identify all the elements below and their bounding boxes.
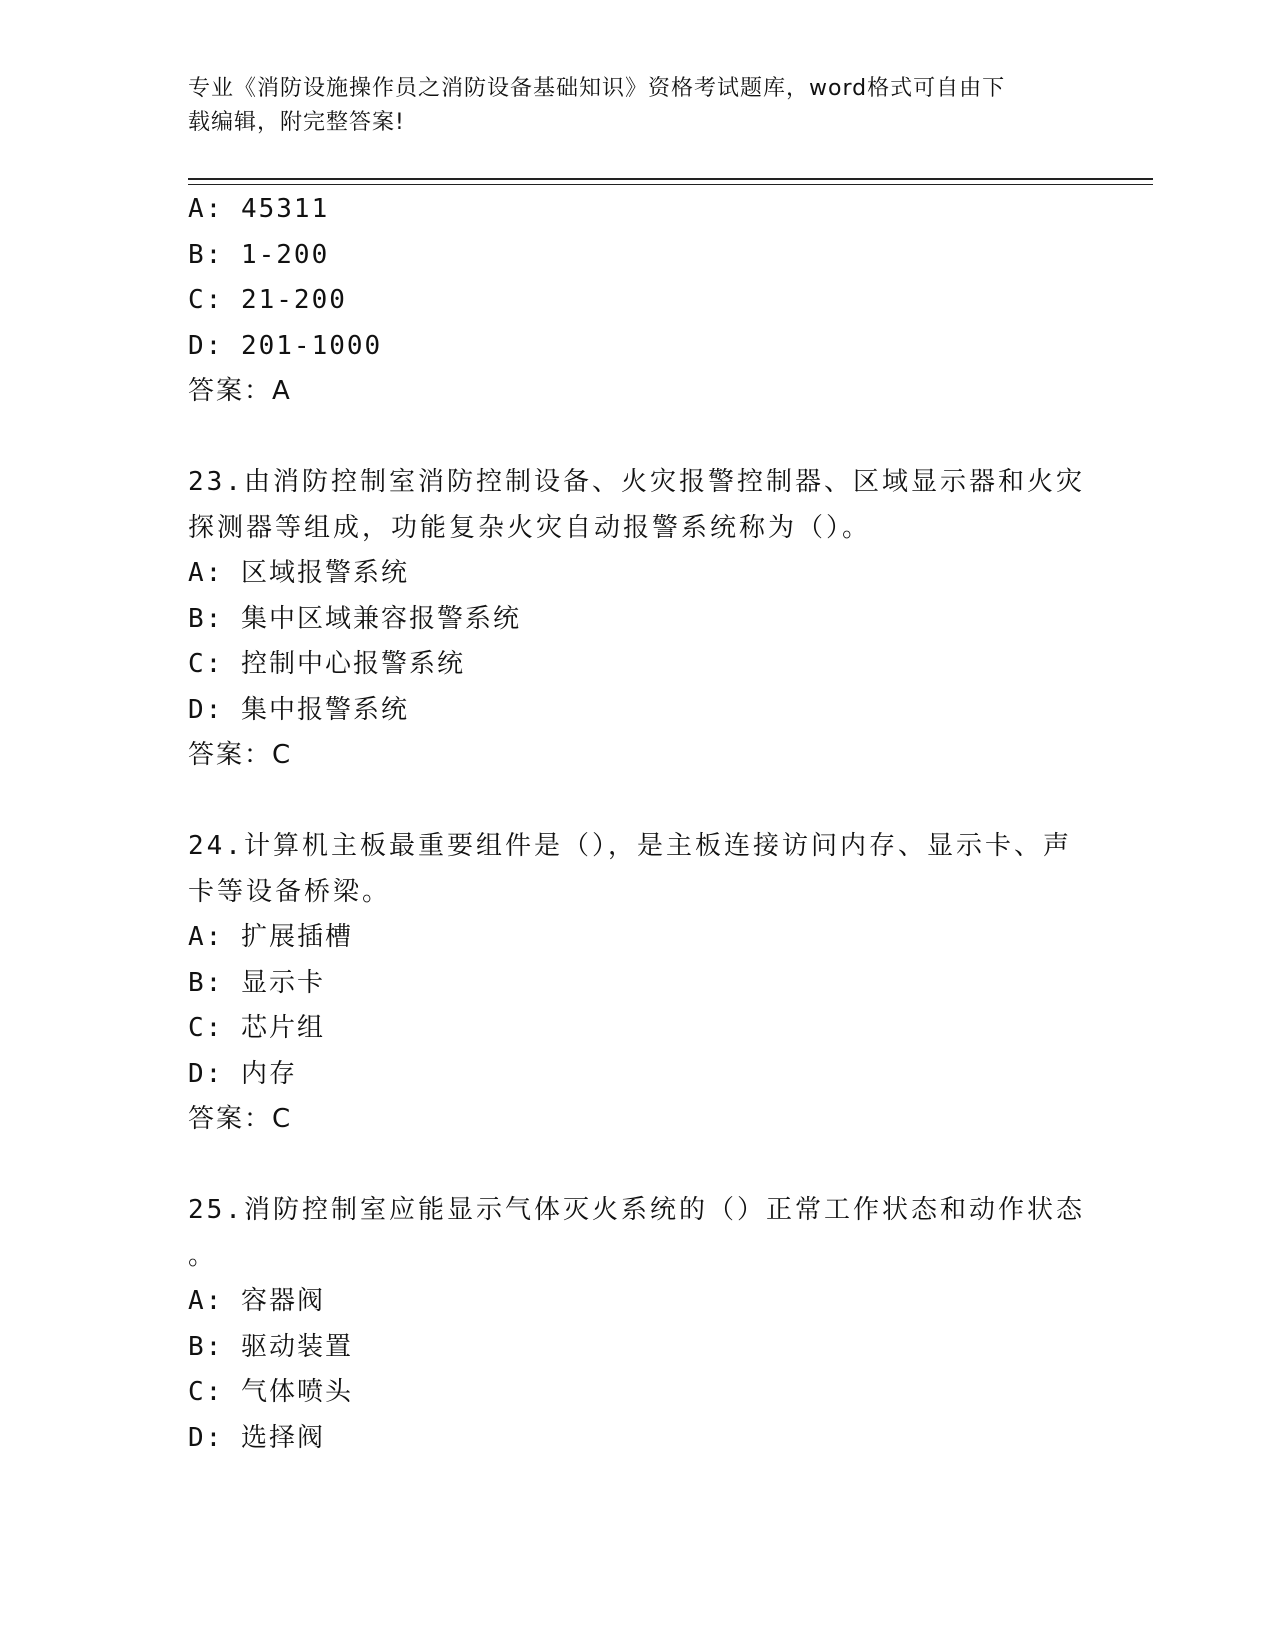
option-a: A: 容器阀 (188, 1286, 325, 1316)
header-line-1: 专业《消防设施操作员之消防设备基础知识》资格考试题库，word格式可自由下 (188, 76, 1006, 101)
prev-question-block (188, 187, 1088, 415)
question-23-block (188, 460, 1088, 779)
option-d: D: 集中报警系统 (188, 694, 409, 725)
option-d: D: 选择阀 (188, 1422, 325, 1453)
option-c: C: 21-200 (188, 285, 347, 315)
option-b: B: 集中区域兼容报警系统 (188, 603, 521, 634)
question-25-block (188, 1188, 1088, 1461)
option-d: D: 内存 (188, 1058, 297, 1089)
question-text-line-2: 卡等设备桥梁。 (188, 876, 392, 907)
question-text-line-1: 23.由消防控制室消防控制设备、火灾报警控制器、区域显示器和火灾 (188, 467, 1085, 497)
option-c: C: 芯片组 (188, 1013, 325, 1043)
answer-line: 答案：C (188, 1104, 293, 1134)
option-d: D: 201-1000 (188, 330, 383, 361)
option-c: C: 气体喷头 (188, 1377, 353, 1407)
question-24-block (188, 824, 1088, 1143)
option-a: A: 区域报警系统 (188, 558, 409, 588)
spacer (188, 415, 1088, 461)
question-text-line-1: 25.消防控制室应能显示气体灭火系统的（）正常工作状态和动作状态 (188, 1195, 1085, 1225)
spacer (188, 779, 1088, 825)
question-text-line-2: 探测器等组成，功能复杂火灾自动报警系统称为（）。 (188, 512, 872, 543)
option-a: A: 扩展插槽 (188, 922, 353, 952)
option-c: C: 控制中心报警系统 (188, 649, 465, 679)
answer-line: 答案：A (188, 376, 292, 406)
spacer (188, 1143, 1088, 1189)
header-line-2: 载编辑，附完整答案! (188, 110, 405, 135)
document-header (188, 72, 1088, 140)
option-b: B: 驱动装置 (188, 1331, 353, 1362)
header-rule-thin (188, 184, 1153, 185)
answer-line: 答案：C (188, 740, 293, 770)
header-rule-thick (188, 178, 1153, 180)
question-text-line-2: 。 (188, 1240, 218, 1271)
option-b: B: 显示卡 (188, 967, 325, 998)
question-content (188, 187, 1088, 1461)
question-text-line-1: 24.计算机主板最重要组件是（），是主板连接访问内存、显示卡、声 (188, 831, 1072, 861)
option-b: B: 1-200 (188, 239, 330, 270)
option-a: A: 45311 (188, 194, 330, 224)
